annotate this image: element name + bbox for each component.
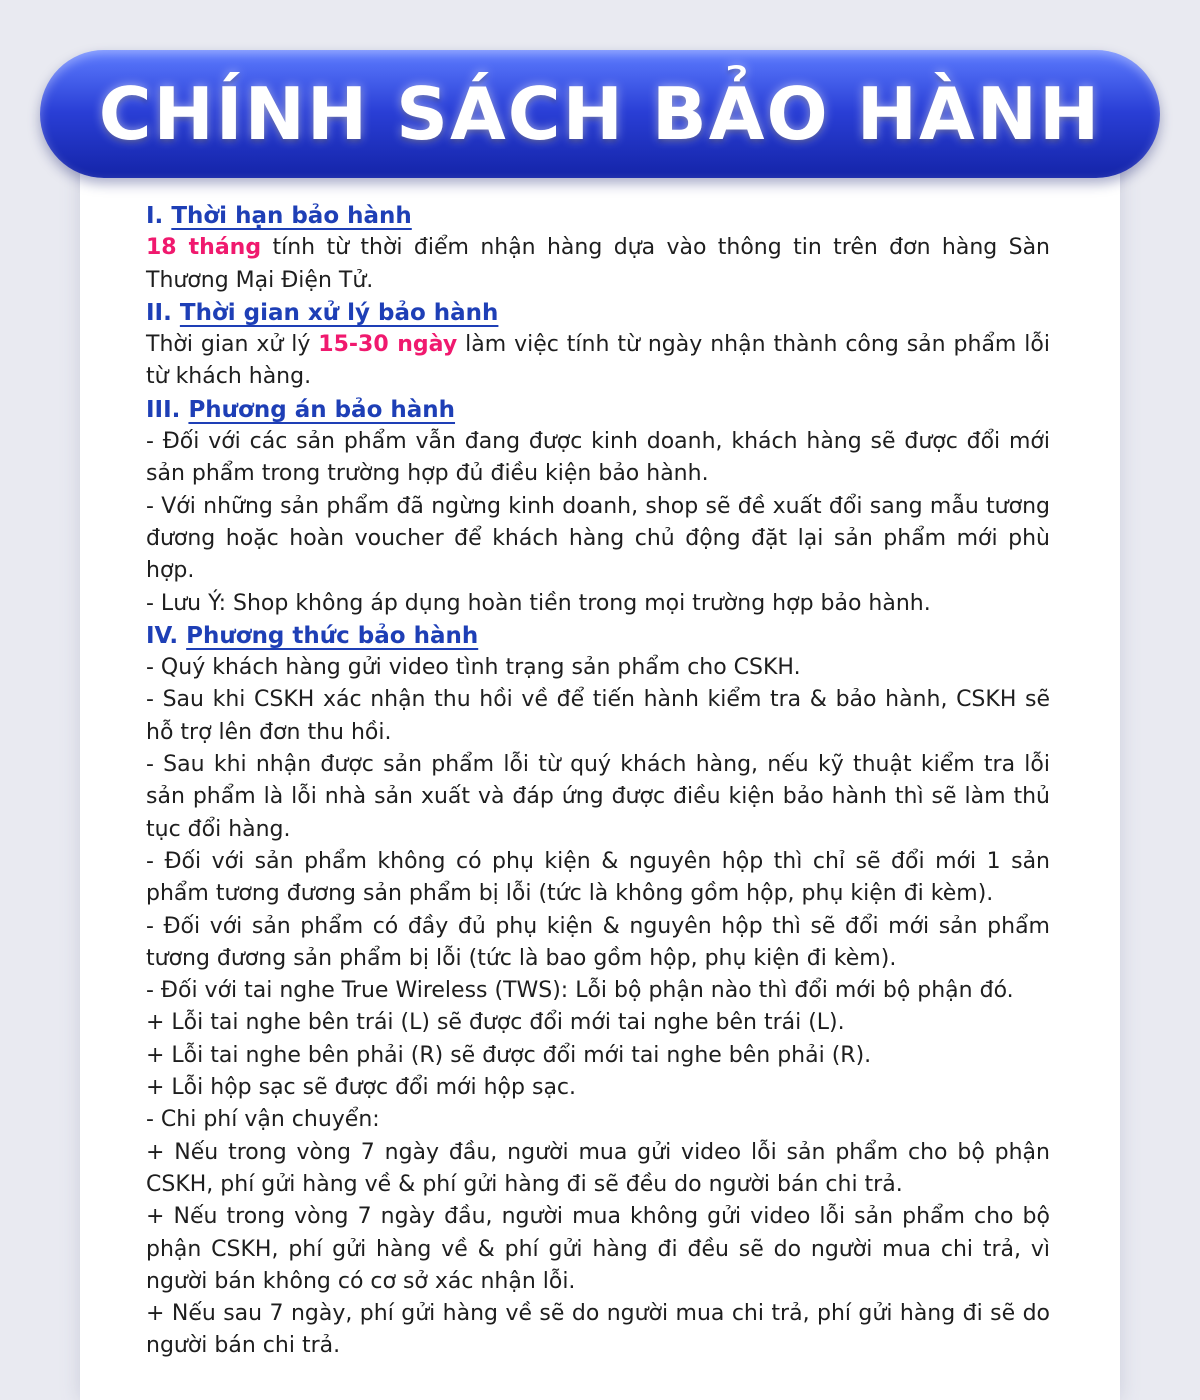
warranty-period: 18 tháng [146,235,262,261]
section-4-line: + Nếu trong vòng 7 ngày đầu, người mua gửi video lỗi sản phẩm cho bộ phận CSKH, phí gửi hàng về & phí gửi hàng đi sẽ đều do người bán chi trả. [146,1139,1050,1197]
section-2-text-after: làm việc tính từ ngày nhận thành công sản phẩm lỗi từ khách hàng. [146,332,1050,390]
section-4-line: - Sau khi CSKH xác nhận thu hồi về để tiến hành kiểm tra & bảo hành, CSKH sẽ hỗ trợ lên đơn thu hồi. [146,687,1050,745]
section-2-heading [146,297,1050,329]
section-2-number: II. [146,299,172,326]
section-4-line: - Chi phí vận chuyển: [146,1107,380,1133]
section-3-heading [146,394,1050,426]
section-1-heading [146,200,1050,232]
section-4-title: Phương thức bảo hành [186,622,479,649]
section-2-title: Thời gian xử lý bảo hành [179,299,499,326]
section-4-line: - Đối với tai nghe True Wireless (TWS): Lỗi bộ phận nào thì đổi mới bộ phận đó. [146,978,1014,1004]
section-3-line: - Với những sản phẩm đã ngừng kinh doanh, shop sẽ đề xuất đổi sang mẫu tương đương hoặc hoàn voucher để khách hàng chủ động đặt lại sản phẩm mới phù hợp. [146,493,1050,584]
section-3-line: - Lưu Ý: Shop không áp dụng hoàn tiền trong mọi trường hợp bảo hành. [146,590,931,616]
section-3-line: - Đối với các sản phẩm vẫn đang được kinh doanh, khách hàng sẽ được đổi mới sản phẩm trong trường hợp đủ điều kiện bảo hành. [146,429,1050,487]
section-3-number: III. [146,396,181,423]
section-4-line: + Lỗi tai nghe bên phải (R) sẽ được đổi mới tai nghe bên phải (R). [146,1042,872,1068]
policy-content [146,200,1050,1363]
section-2-text [146,329,1050,394]
section-4-line: - Đối với sản phẩm không có phụ kiện & nguyên hộp thì chỉ sẽ đổi mới 1 sản phẩm tương đương sản phẩm bị lỗi (tức là không gồm hộp, phụ kiện đi kèm). [146,848,1050,907]
section-1-text [146,232,1050,297]
section-4-line: - Quý khách hàng gửi video tình trạng sản phẩm cho CSKH. [146,655,801,681]
section-4-line: - Đối với sản phẩm có đầy đủ phụ kiện & nguyên hộp thì sẽ đổi mới sản phẩm tương đương sản phẩm bị lỗi (tức là bao gồm hộp, phụ kiện đi kèm). [146,913,1050,971]
section-1-number: I. [146,203,164,229]
processing-time: 15-30 ngày [318,332,458,358]
section-4-line: - Sau khi nhận được sản phẩm lỗi từ quý khách hàng, nếu kỹ thuật kiểm tra lỗi sản phẩm là lỗi nhà sản xuất và đáp ứng được điều kiện bảo hành thì sẽ làm thủ tục đổi hàng. [146,752,1050,842]
section-1-title: Thời hạn bảo hành [171,203,412,229]
page-title: CHÍNH SÁCH BẢO HÀNH [98,72,1102,156]
section-3-title: Phương án bảo hành [188,396,456,423]
section-4-line: + Lỗi hộp sạc sẽ được đổi mới hộp sạc. [146,1075,577,1101]
section-4-heading [146,620,1050,652]
section-1-text-body: tính từ thời điểm nhận hàng dựa vào thông tin trên đơn hàng Sàn Thương Mại Điện Tử. [146,235,1050,293]
title-banner [40,50,1160,178]
section-2-text-before: Thời gian xử lý [146,332,319,358]
section-4-line: + Nếu trong vòng 7 ngày đầu, người mua không gửi video lỗi sản phẩm cho bộ phận CSKH, phí gửi hàng về & phí gửi hàng đi đều sẽ do người mua chi trả, vì người bán không có cơ sở xác nhận lỗi. [146,1204,1050,1294]
section-4-line: + Nếu sau 7 ngày, phí gửi hàng về sẽ do người mua chi trả, phí gửi hàng đi sẽ do người bán chi trả. [146,1301,1050,1359]
section-4-number: IV. [146,622,179,649]
section-4-line: + Lỗi tai nghe bên trái (L) sẽ được đổi mới tai nghe bên trái (L). [146,1010,845,1036]
